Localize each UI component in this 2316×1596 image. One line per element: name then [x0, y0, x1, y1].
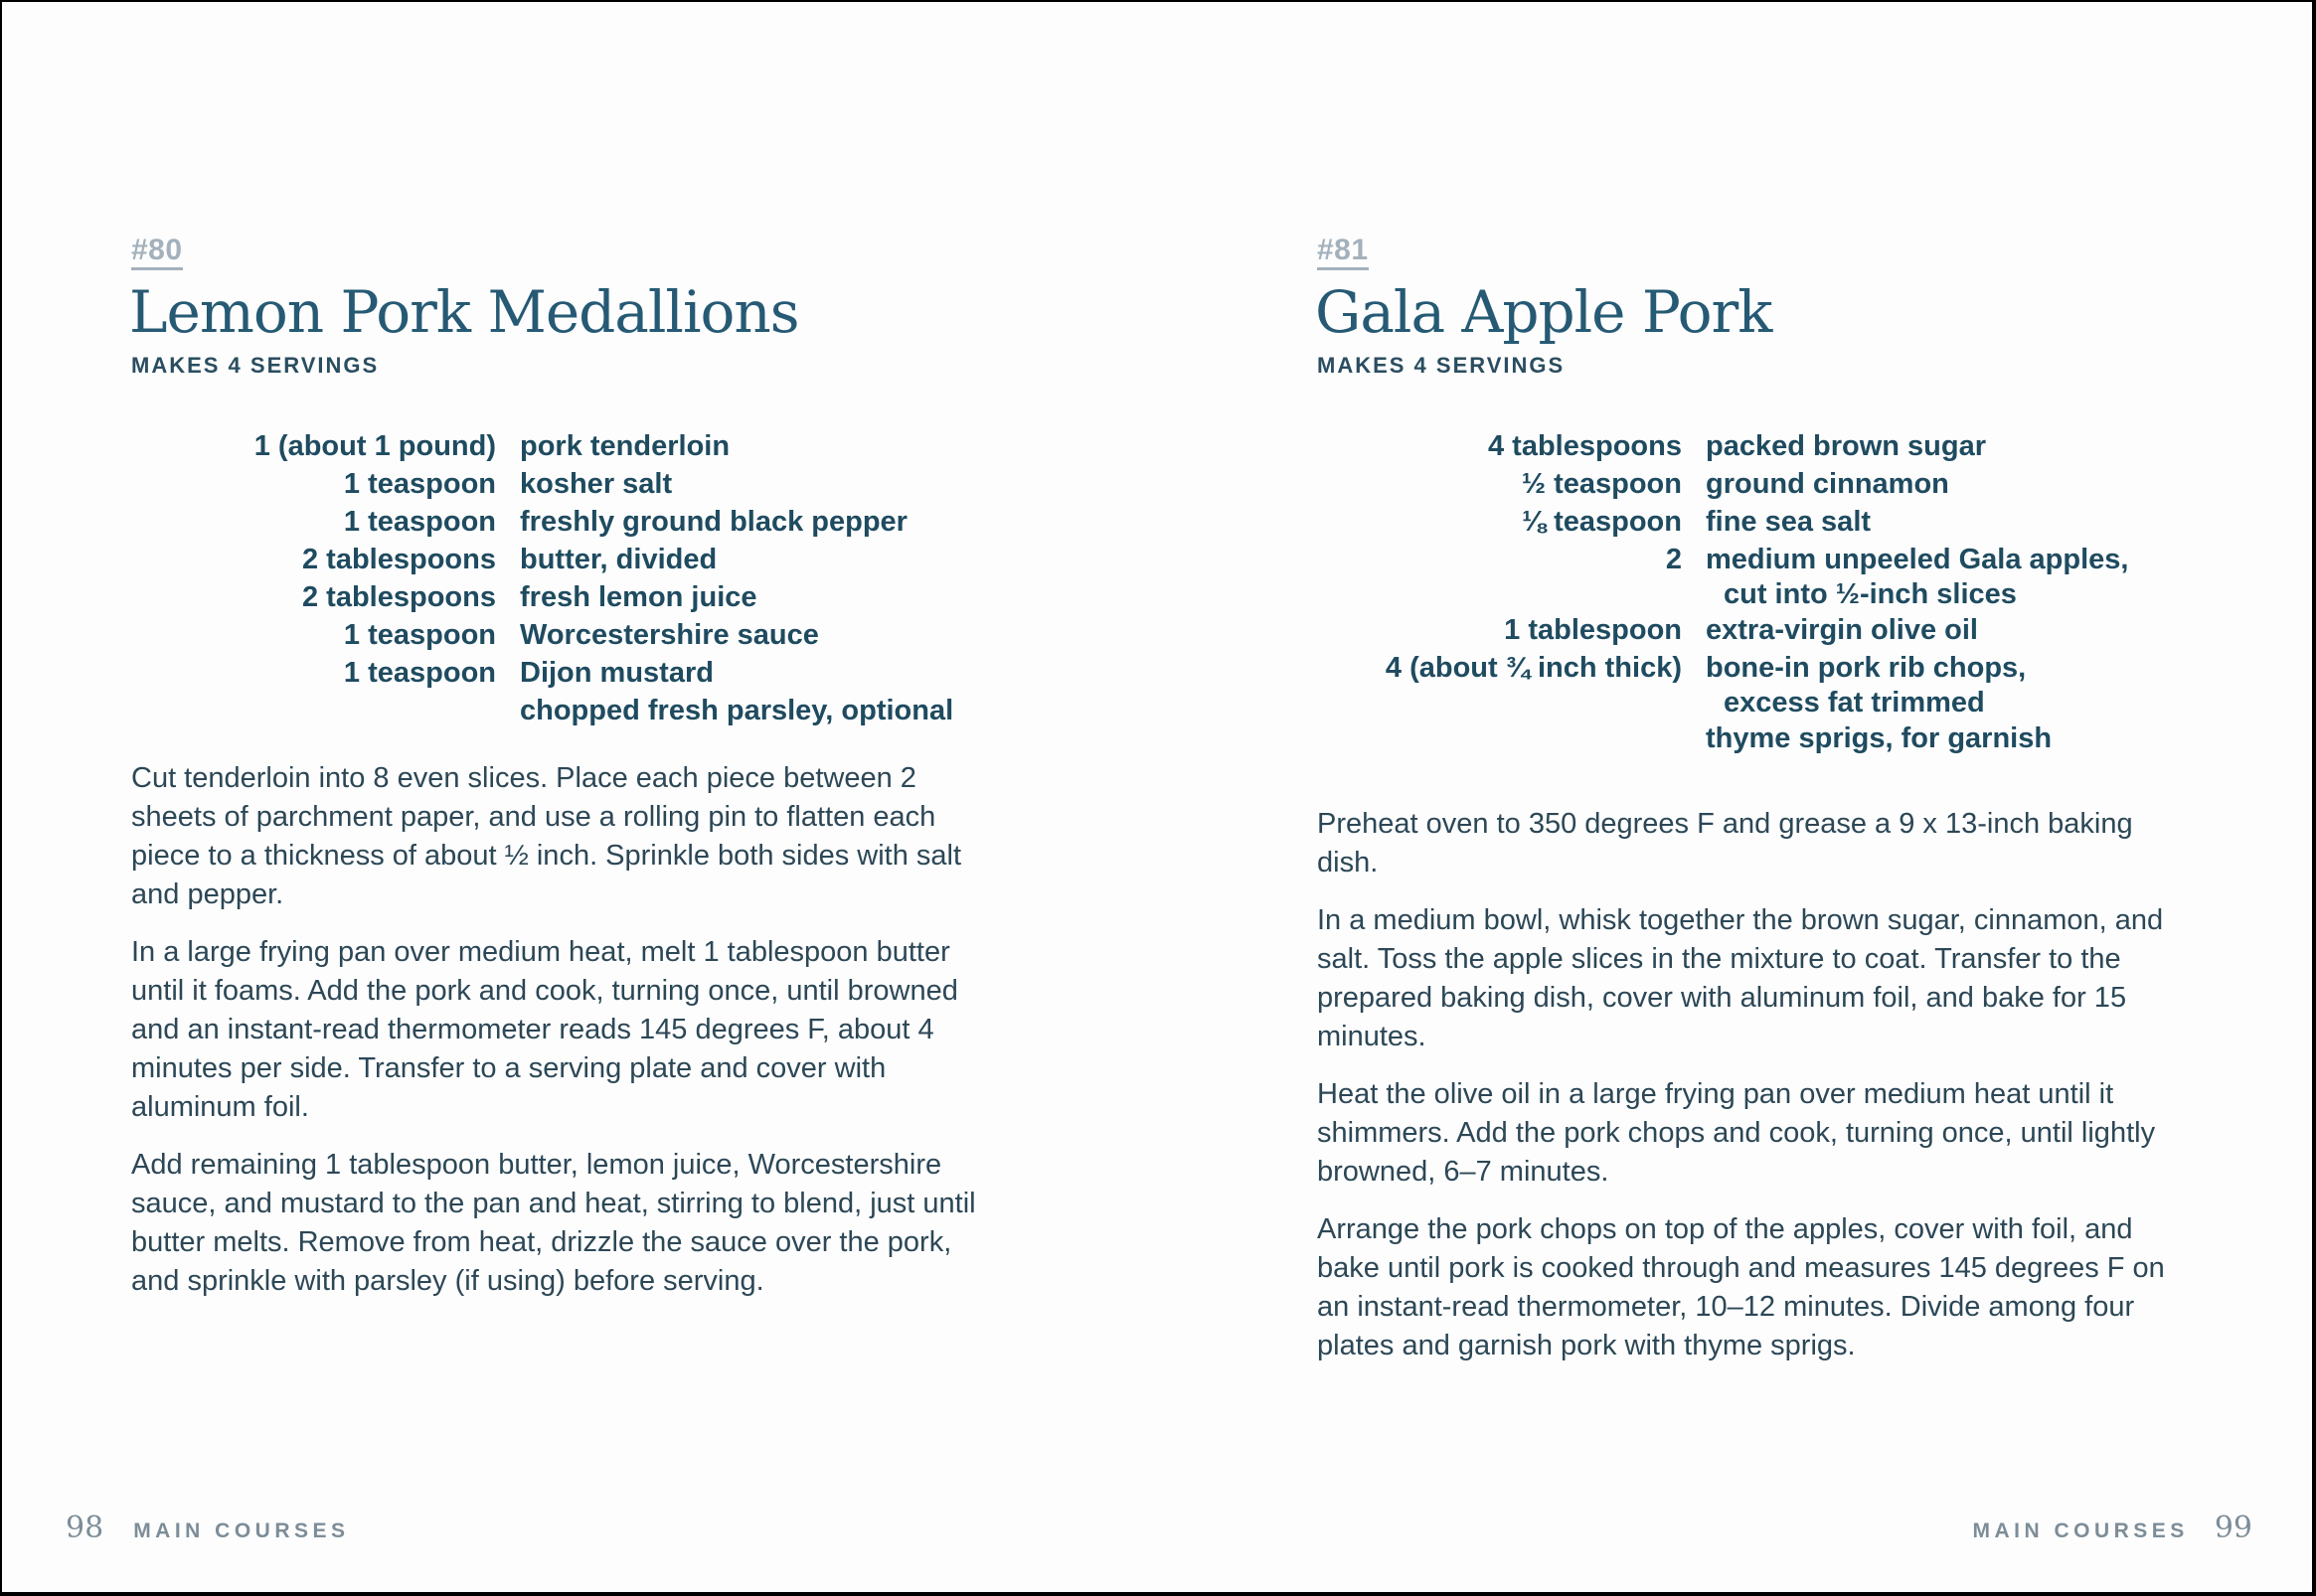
right-footer [1972, 1511, 2252, 1545]
ingredient-name [1682, 611, 2311, 649]
running-head: MAIN COURSES [133, 1519, 350, 1542]
ingredient-name [1682, 465, 2311, 503]
ingredient-name [1682, 719, 2311, 757]
running-head: MAIN COURSES [1972, 1519, 2189, 1542]
page-number: 99 [2214, 1511, 2252, 1545]
ingredient-line: fresh lemon juice [520, 581, 757, 613]
method-steps [1317, 805, 2192, 1365]
recipe-80 [131, 235, 1125, 1320]
recipe-title: Gala Apple Pork [1315, 278, 1772, 346]
ingredient-row [1317, 719, 2311, 757]
ingredient-row [131, 427, 1125, 465]
page-number: 98 [66, 1511, 104, 1545]
ingredient-line: packed brown sugar [1706, 430, 1987, 462]
ingredient-line: Worcestershire sauce [520, 619, 819, 651]
ingredient-row [131, 578, 1125, 616]
ingredient-row [1317, 503, 2311, 541]
ingredient-name [496, 616, 1125, 654]
ingredient-row [131, 616, 1125, 654]
ingredient-amount: 1 (about 1 pound) [253, 430, 496, 462]
ingredient-list [131, 427, 1125, 729]
ingredient-name [1682, 503, 2311, 541]
ingredient-amount: 2 [1665, 544, 1682, 575]
ingredient-line: kosher salt [520, 468, 673, 500]
ingredient-line: medium unpeeled Gala apples, [1706, 544, 2129, 575]
ingredient-list [1317, 427, 2311, 757]
method-paragraph: Heat the olive oil in a large frying pan over medium heat until it shimmers. Add the pork chops and cook, turning once, until lightly browned, 6–7 minutes. [1317, 1078, 2156, 1188]
ingredient-amount: 2 tablespoons [302, 581, 496, 613]
ingredient-row [1317, 541, 2311, 611]
method-paragraph: Cut tenderloin into 8 even slices. Place each piece between 2 sheets of parchment paper, and use a rolling pin to flatten each piece to a thickness of about ½ inch. Sprinkle both sides with salt and pepper. [131, 762, 962, 910]
recipe-number: #80 [131, 235, 183, 270]
recipe-title: Lemon Pork Medallions [129, 278, 799, 346]
servings-label: MAKES 4 SERVINGS [131, 353, 380, 378]
book-spread [2, 2, 2312, 1592]
ingredient-row [131, 654, 1125, 692]
right-page [1157, 2, 2312, 1592]
ingredient-row [1317, 465, 2311, 503]
method-paragraph: Preheat oven to 350 degrees F and grease a 9 x 13-inch baking dish. [1317, 808, 2133, 878]
ingredient-row [1317, 649, 2311, 719]
ingredient-row [131, 692, 1125, 729]
ingredient-line: extra-virgin olive oil [1706, 614, 1978, 646]
ingredient-amount: ½ teaspoon [1521, 468, 1682, 500]
ingredient-line: Dijon mustard [520, 657, 714, 689]
ingredient-line: butter, divided [520, 544, 718, 575]
ingredient-line-continued: excess fat trimmed [1724, 687, 1985, 718]
ingredient-amount: 4 (about ¾ inch thick) [1385, 652, 1682, 684]
method-paragraph: In a large frying pan over medium heat, melt 1 tablespoon butter until it foams. Add the pork and cook, turning once, until browned and an instant-read thermometer reads 145 degrees F, about 4 minutes per side. Transfer to a serving plate and cover with aluminum foil. [131, 936, 958, 1123]
ingredient-amount: 4 tablespoons [1488, 430, 1682, 462]
ingredient-amount [131, 692, 496, 729]
left-footer [66, 1511, 350, 1545]
ingredient-name [496, 503, 1125, 541]
ingredient-amount: 1 teaspoon [343, 468, 496, 500]
ingredient-name [1682, 427, 2311, 465]
ingredient-line: thyme sprigs, for garnish [1706, 722, 2053, 754]
ingredient-line: ground cinnamon [1706, 468, 1949, 500]
ingredient-line: chopped fresh parsley, optional [520, 695, 954, 726]
ingredient-amount: 2 tablespoons [302, 544, 496, 575]
ingredient-name [496, 578, 1125, 616]
ingredient-amount [1317, 719, 1682, 757]
ingredient-line-continued: cut into ½-inch slices [1724, 578, 2017, 610]
method-paragraph: Arrange the pork chops on top of the apples, cover with foil, and bake until pork is cooked through and measures 145 degrees F on an instant-read thermometer, 10–12 minutes. Divide among four plates and garnish pork with thyme sprigs. [1317, 1213, 2165, 1361]
ingredient-name [496, 692, 1125, 729]
ingredient-amount: 1 teaspoon [343, 657, 496, 689]
ingredient-line: bone-in pork rib chops, [1706, 652, 2027, 684]
ingredient-line: fine sea salt [1706, 506, 1872, 538]
ingredient-row [131, 541, 1125, 578]
method-steps [131, 759, 1006, 1301]
ingredient-name [496, 427, 1125, 465]
ingredient-amount: 1 teaspoon [343, 506, 496, 538]
ingredient-line: pork tenderloin [520, 430, 731, 462]
ingredient-row [131, 503, 1125, 541]
left-page [2, 2, 1157, 1592]
recipe-81 [1317, 235, 2311, 1384]
method-paragraph: In a medium bowl, whisk together the brown sugar, cinnamon, and salt. Toss the apple slices in the mixture to coat. Transfer to the prepared baking dish, cover with aluminum foil, and bake for 15 minutes. [1317, 904, 2164, 1052]
ingredient-name [1682, 541, 2311, 611]
ingredient-name [1682, 649, 2311, 719]
recipe-number: #81 [1317, 235, 1369, 270]
ingredient-line: freshly ground black pepper [520, 506, 908, 538]
method-paragraph: Add remaining 1 tablespoon butter, lemon juice, Worcestershire sauce, and mustard to the pan and heat, stirring to blend, just until butter melts. Remove from heat, drizzle the sauce over the pork, and sprinkle with parsley (if using) before serving. [131, 1149, 976, 1297]
ingredient-amount: 1 teaspoon [343, 619, 496, 651]
ingredient-name [496, 541, 1125, 578]
ingredient-name [496, 465, 1125, 503]
ingredient-row [131, 465, 1125, 503]
servings-label: MAKES 4 SERVINGS [1317, 353, 1566, 378]
ingredient-row [1317, 427, 2311, 465]
ingredient-row [1317, 611, 2311, 649]
ingredient-name [496, 654, 1125, 692]
ingredient-amount: ⅛ teaspoon [1521, 506, 1682, 538]
ingredient-amount: 1 tablespoon [1504, 614, 1682, 646]
